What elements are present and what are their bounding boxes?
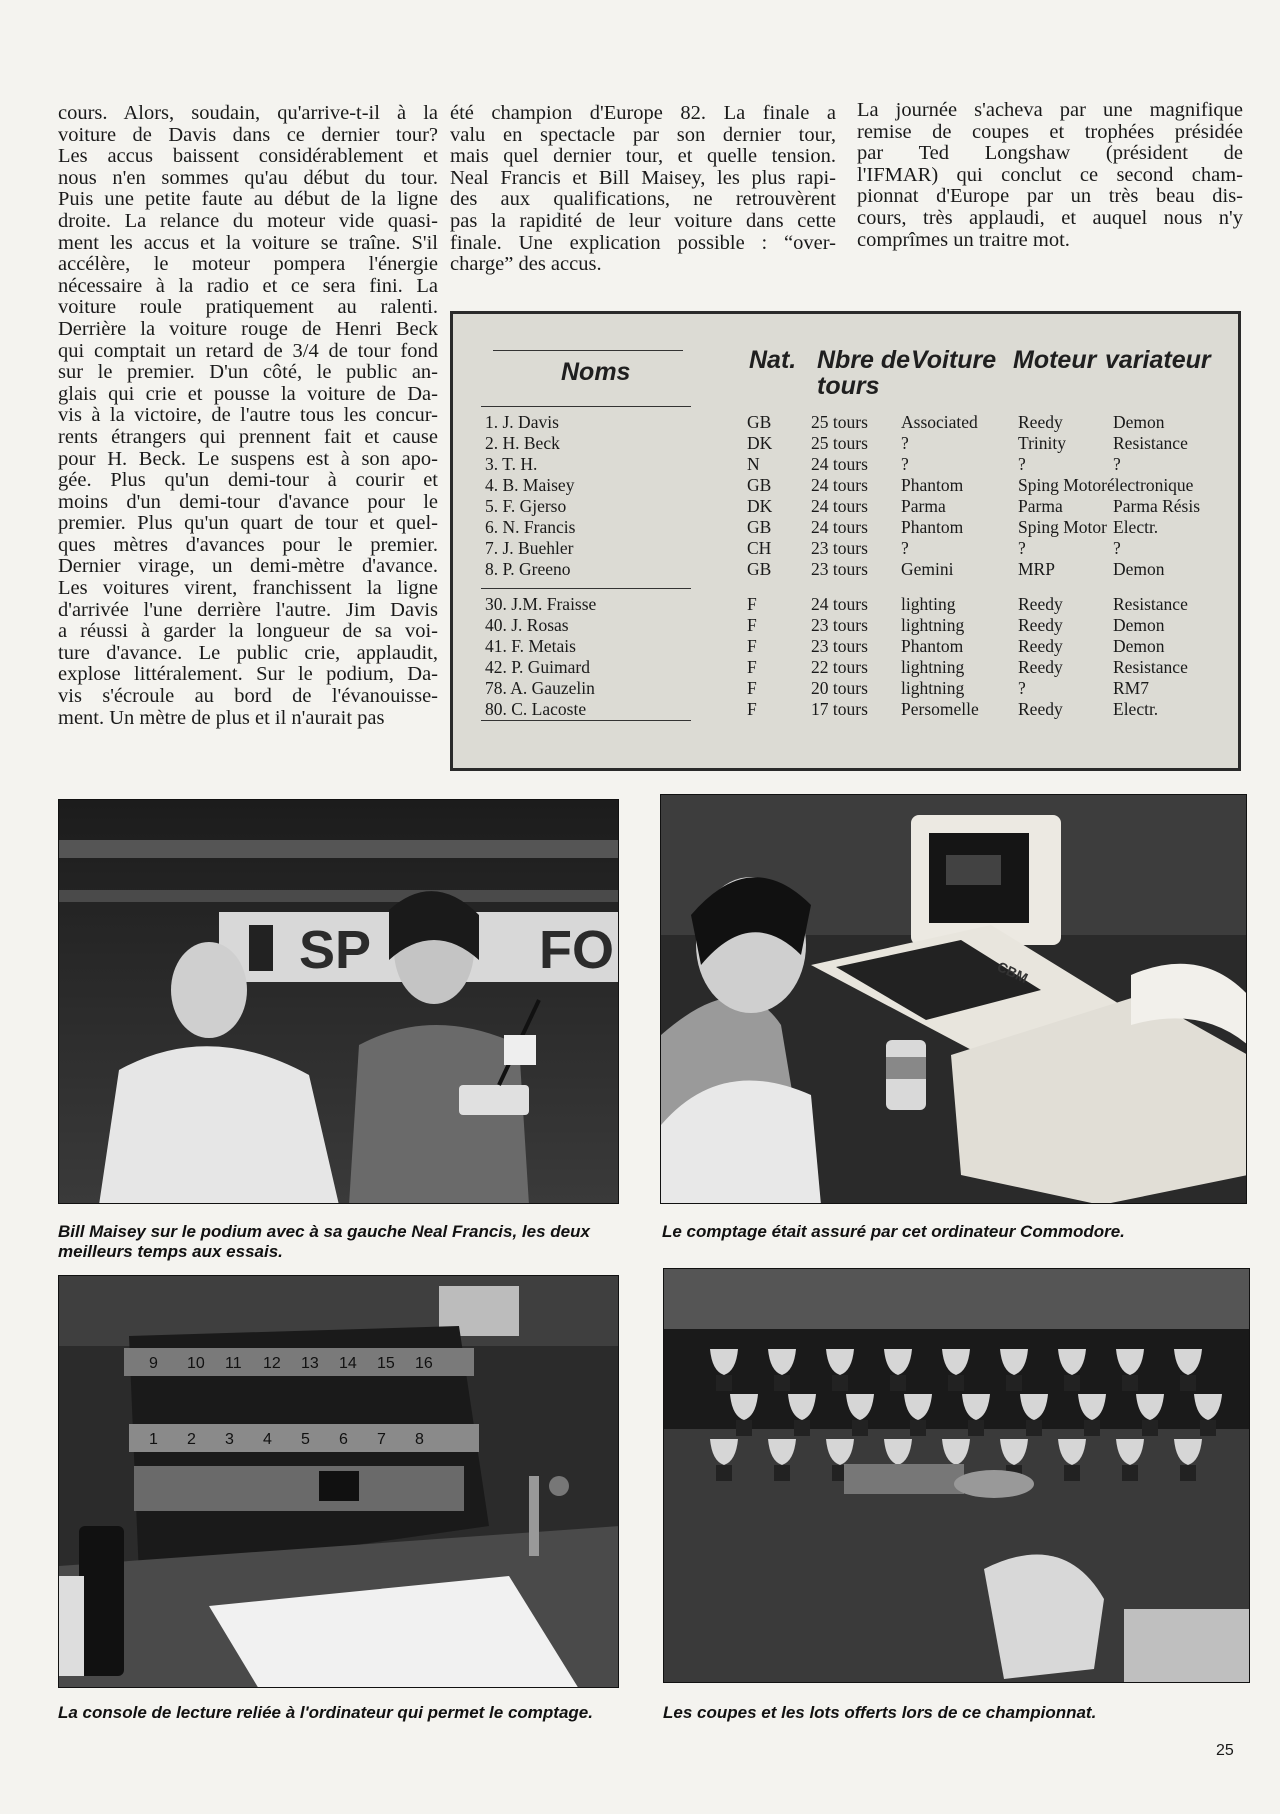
cell-voiture: Gemini <box>901 559 954 579</box>
cbm-label: CBM <box>994 958 1031 987</box>
cell-voiture: lighting <box>901 594 956 614</box>
cell-name: 78. A. Gauzelin <box>485 678 595 698</box>
console-number: 15 <box>377 1355 395 1372</box>
table-row <box>453 538 1244 559</box>
header-rule <box>493 350 683 351</box>
trophy-base <box>1006 1375 1022 1391</box>
trophy-base <box>1064 1465 1080 1481</box>
caption-drivers: Bill Maisey sur le podium avec à sa gauche Neal Francis, les deux meilleurs temps aux essais. <box>58 1222 590 1261</box>
article-column-2 <box>450 103 836 276</box>
cell-moteur: Reedy <box>1018 636 1063 656</box>
photo-console <box>58 1275 619 1688</box>
table-row <box>453 594 1244 615</box>
console-number: 8 <box>415 1431 424 1448</box>
console-number: 12 <box>263 1355 281 1372</box>
cell-moteur: Reedy <box>1018 615 1063 635</box>
article-line: rents étrangers qui prennent fait et cause <box>58 425 438 448</box>
photo-console-image <box>59 1276 619 1688</box>
article-line: ment les accus et la voiture se traîne. S'il <box>58 231 438 254</box>
cell-name: 42. P. Guimard <box>485 657 590 677</box>
cell-voiture: Persomelle <box>901 699 979 719</box>
header-nat: Nat. <box>749 346 797 374</box>
table-row <box>453 412 1244 433</box>
trophy-base <box>852 1420 868 1436</box>
article-line: par Ted Longshaw (président de <box>857 142 1243 165</box>
cell-variateur: Demon <box>1113 412 1165 432</box>
photo-trophies-image <box>664 1269 1250 1683</box>
cell-variateur: Demon <box>1113 615 1165 635</box>
cell-voiture: Associated <box>901 412 978 432</box>
console-number: 9 <box>149 1355 158 1372</box>
cell-name: 41. F. Metais <box>485 636 576 656</box>
cell-moteur: Trinity <box>1018 433 1066 453</box>
console-number: 3 <box>225 1431 234 1448</box>
trophy-base <box>1064 1375 1080 1391</box>
article-line: nous n'en sommes qu'au début du tour. <box>58 166 438 189</box>
cell-name: 8. P. Greeno <box>485 559 571 579</box>
header-tours: tours <box>817 372 880 400</box>
bottom-rule <box>481 720 691 721</box>
cell-voiture: ? <box>901 433 909 453</box>
cell-name: 40. J. Rosas <box>485 615 569 635</box>
cell-name: 4. B. Maisey <box>485 475 575 495</box>
header-nbre: Nbre de <box>817 346 911 374</box>
photo-trophies <box>663 1268 1250 1683</box>
cell-moteur: ? <box>1018 454 1026 474</box>
article-line: explose littéralement. Sur le podium, Da- <box>58 663 438 686</box>
cell-tours: 25 tours <box>811 433 868 453</box>
table-row <box>453 699 1244 720</box>
cell-voiture: ? <box>901 454 909 474</box>
cell-variateur: RM7 <box>1113 678 1149 698</box>
cell-variateur: ? <box>1113 454 1121 474</box>
cell-name: 30. J.M. Fraisse <box>485 594 597 614</box>
table-row <box>453 636 1244 657</box>
cell-name: 5. F. Gjerso <box>485 496 567 516</box>
caption-trophies: Les coupes et les lots offerts lors de ce championnat. <box>663 1703 1097 1722</box>
article-line: finale. Une explication possible : “over- <box>450 231 836 254</box>
cell-nat: GB <box>747 475 772 495</box>
cell-tours: 23 tours <box>811 636 868 656</box>
trophy-base <box>948 1375 964 1391</box>
cell-voiture: lightning <box>901 657 965 677</box>
cell-nat: F <box>747 615 757 635</box>
cell-name: 6. N. Francis <box>485 517 576 537</box>
trophy-base <box>1180 1375 1196 1391</box>
table-row <box>453 475 1244 496</box>
article-line: ment. Un mètre de plus et il n'aurait pas <box>58 706 385 729</box>
console-number: 16 <box>415 1355 433 1372</box>
cell-moteur: ? <box>1018 678 1026 698</box>
photo-drivers-image <box>59 800 619 1204</box>
trophy-base <box>716 1375 732 1391</box>
trophy-base <box>774 1375 790 1391</box>
cell-variateur: Electr. <box>1113 517 1159 537</box>
article-line: d'arrivée l'une derrière l'autre. Jim Davis <box>58 598 438 621</box>
cell-tours: 24 tours <box>811 475 868 495</box>
cell-nat: DK <box>747 433 773 453</box>
cell-nat: F <box>747 657 757 677</box>
article-line: Derrière la voiture rouge de Henri Beck <box>58 317 438 340</box>
banner-text-2: FO <box>539 920 614 980</box>
cell-variateur: Resistance <box>1113 657 1188 677</box>
article-line: droite. La relance du moteur vide quasi- <box>58 209 438 232</box>
article-line: moins d'un demi-tour d'avance pour le <box>58 490 438 513</box>
cell-nat: DK <box>747 496 773 516</box>
cell-name: 7. J. Buehler <box>485 538 574 558</box>
article-column-1 <box>58 103 438 729</box>
console-number: 5 <box>301 1431 310 1448</box>
photo-commodore-image <box>661 795 1247 1204</box>
cell-voiture: lightning <box>901 678 965 698</box>
header-moteur: Moteur <box>1013 346 1097 374</box>
console-number: 11 <box>225 1355 242 1372</box>
cell-nat: F <box>747 636 757 656</box>
trophy-base <box>1180 1465 1196 1481</box>
banner-text: SP <box>299 920 372 980</box>
article-line: remise de coupes et trophées présidée <box>857 120 1243 143</box>
caption-console: La console de lecture reliée à l'ordinateur qui permet le comptage. <box>58 1703 593 1722</box>
article-line: La journée s'acheva par une magnifique <box>857 99 1243 121</box>
table-row <box>453 496 1244 517</box>
article-line: cours, très applaudi, et auquel nous n'y <box>857 206 1243 229</box>
article-line: mais quel dernier tour, et quelle tension. <box>450 145 836 168</box>
cell-moteur: Sping Motor <box>1018 517 1107 537</box>
cell-variateur: Resistance <box>1113 594 1188 614</box>
article-line: l'IFMAR) qui conclut ce second cham- <box>857 163 1243 186</box>
cell-voiture: Phantom <box>901 517 964 537</box>
article-line: qui comptait un retard de 3/4 de tour fond <box>58 339 438 362</box>
cell-tours: 24 tours <box>811 517 868 537</box>
cell-name: 3. T. H. <box>485 454 538 474</box>
console-number: 13 <box>301 1355 319 1372</box>
cell-voiture: ? <box>901 538 909 558</box>
article-line: ques mètres d'avances pour le premier. <box>58 533 438 556</box>
trophy-base <box>794 1420 810 1436</box>
console-number: 7 <box>377 1431 386 1448</box>
article-line: pour H. Beck. Le suspens est à son apo- <box>58 447 438 470</box>
table-row <box>453 615 1244 636</box>
console-number: 6 <box>339 1431 348 1448</box>
article-line: Neal Francis et Bill Maisey, les plus rapi- <box>450 166 836 189</box>
table-row <box>453 678 1244 699</box>
cell-name: 2. H. Beck <box>485 433 560 453</box>
table-row <box>453 433 1244 454</box>
trophy-base <box>1122 1465 1138 1481</box>
cell-variateur: Parma Résis <box>1113 496 1201 516</box>
trophy-base <box>716 1465 732 1481</box>
table-row <box>453 517 1244 538</box>
cell-moteur: Reedy <box>1018 594 1063 614</box>
cell-nat: GB <box>747 559 772 579</box>
cell-voiture: Phantom <box>901 636 964 656</box>
cell-tours: 22 tours <box>811 657 868 677</box>
cell-variateur: ? <box>1113 538 1121 558</box>
article-line: ture d'avance. Le public crie, applaudit, <box>58 641 438 664</box>
header-noms: Noms <box>561 358 631 386</box>
article-line: vis à la victoire, de l'autre tous les concur- <box>58 404 438 427</box>
trophy-base <box>832 1375 848 1391</box>
cell-tours: 23 tours <box>811 559 868 579</box>
article-line: sur le premier. D'un côté, le public an- <box>58 361 438 384</box>
article-line: gée. Plus qu'un demi-tour à courir et <box>58 469 438 492</box>
cell-voiture: Phantom <box>901 475 964 495</box>
article-column-3 <box>857 100 1243 251</box>
trophy-base <box>910 1420 926 1436</box>
cell-tours: 25 tours <box>811 412 868 432</box>
cell-nat: F <box>747 594 757 614</box>
cell-moteur: Sping Motorélectronique <box>1018 475 1194 495</box>
console-number: 1 <box>149 1431 158 1448</box>
trophy-base <box>1200 1420 1216 1436</box>
cell-moteur: Parma <box>1018 496 1063 516</box>
article-line: Les accus baissent considérablement et <box>58 145 438 168</box>
cell-tours: 24 tours <box>811 594 868 614</box>
console-number: 10 <box>187 1355 205 1372</box>
console-number: 4 <box>263 1431 272 1448</box>
cell-tours: 17 tours <box>811 699 868 719</box>
article-line: Puis une petite faute au début de la ligne <box>58 188 438 211</box>
cell-moteur: Reedy <box>1018 412 1063 432</box>
article-line: Les voitures virent, franchissent la ligne <box>58 577 438 600</box>
cell-nat: GB <box>747 517 772 537</box>
photo-drivers <box>58 799 619 1204</box>
cell-tours: 23 tours <box>811 538 868 558</box>
article-line: Dernier virage, un demi-mètre d'avance. <box>58 555 438 578</box>
cell-variateur: Demon <box>1113 559 1165 579</box>
article-line: pionnat d'Europe par un très beau dis- <box>857 185 1243 208</box>
cell-nat: CH <box>747 538 772 558</box>
trophy-base <box>968 1420 984 1436</box>
console-number: 14 <box>339 1355 357 1372</box>
trophy-base <box>736 1420 752 1436</box>
article-line: comprîmes un traitre mot. <box>857 228 1070 251</box>
cell-tours: 20 tours <box>811 678 868 698</box>
caption-commodore: Le comptage était assuré par cet ordinateur Commodore. <box>662 1222 1125 1241</box>
cell-voiture: lightning <box>901 615 965 635</box>
trophy-base <box>1026 1420 1042 1436</box>
cell-nat: F <box>747 699 757 719</box>
trophy-base <box>1084 1420 1100 1436</box>
header-underline <box>481 406 691 407</box>
article-line: voiture roule pratiquement au ralenti. <box>58 296 438 319</box>
cell-name: 1. J. Davis <box>485 412 559 432</box>
article-line: nécessaire à la radio et ce sera fini. La <box>58 274 438 297</box>
article-line: cours. Alors, soudain, qu'arrive-t-il à la <box>58 102 438 124</box>
cell-moteur: ? <box>1018 538 1026 558</box>
page-number: 25 <box>1216 1742 1234 1759</box>
article-line: accélère, le moteur pompera l'énergie <box>58 253 438 276</box>
cell-moteur: MRP <box>1018 559 1055 579</box>
console-number: 2 <box>187 1431 196 1448</box>
cell-nat: F <box>747 678 757 698</box>
cell-variateur: Demon <box>1113 636 1165 656</box>
cell-nat: N <box>747 454 760 474</box>
article-line: charge” des accus. <box>450 253 602 276</box>
trophy-base <box>774 1465 790 1481</box>
header-voiture: Voiture <box>911 346 997 374</box>
article-line: voiture de Davis dans ce dernier tour? <box>58 123 438 146</box>
article-line: a réussi à garder la longueur de sa voi- <box>58 620 438 643</box>
results-table <box>450 311 1241 771</box>
cell-tours: 24 tours <box>811 496 868 516</box>
photo-commodore <box>660 794 1247 1204</box>
cell-tours: 23 tours <box>811 615 868 635</box>
cell-nat: GB <box>747 412 772 432</box>
article-line: été champion d'Europe 82. La finale a <box>450 102 836 124</box>
cell-variateur: Electr. <box>1113 699 1159 719</box>
table-row <box>453 454 1244 475</box>
cell-variateur: Resistance <box>1113 433 1188 453</box>
table-row <box>453 657 1244 678</box>
section-rule <box>481 588 691 589</box>
cell-tours: 24 tours <box>811 454 868 474</box>
article-line: premier. Plus qu'un quart de tour et quel- <box>58 512 438 535</box>
trophy-base <box>1142 1420 1158 1436</box>
article-line: glais qui crie et pousse la voiture de Da- <box>58 382 438 405</box>
cell-moteur: Reedy <box>1018 699 1063 719</box>
article-line: vis s'écroule au bord de l'évanouisse- <box>58 685 438 708</box>
table-row <box>453 559 1244 580</box>
trophy-base <box>1122 1375 1138 1391</box>
header-variateur: variateur <box>1105 346 1211 374</box>
cell-moteur: Reedy <box>1018 657 1063 677</box>
article-line: des aux qualifications, ne retrouvèrent <box>450 188 836 211</box>
cell-name: 80. C. Lacoste <box>485 699 587 719</box>
trophy-base <box>890 1375 906 1391</box>
article-line: pas la rapidité de leur voiture dans cette <box>450 209 836 232</box>
article-line: valu en spectacle par son dernier tour, <box>450 123 836 146</box>
cell-voiture: Parma <box>901 496 946 516</box>
